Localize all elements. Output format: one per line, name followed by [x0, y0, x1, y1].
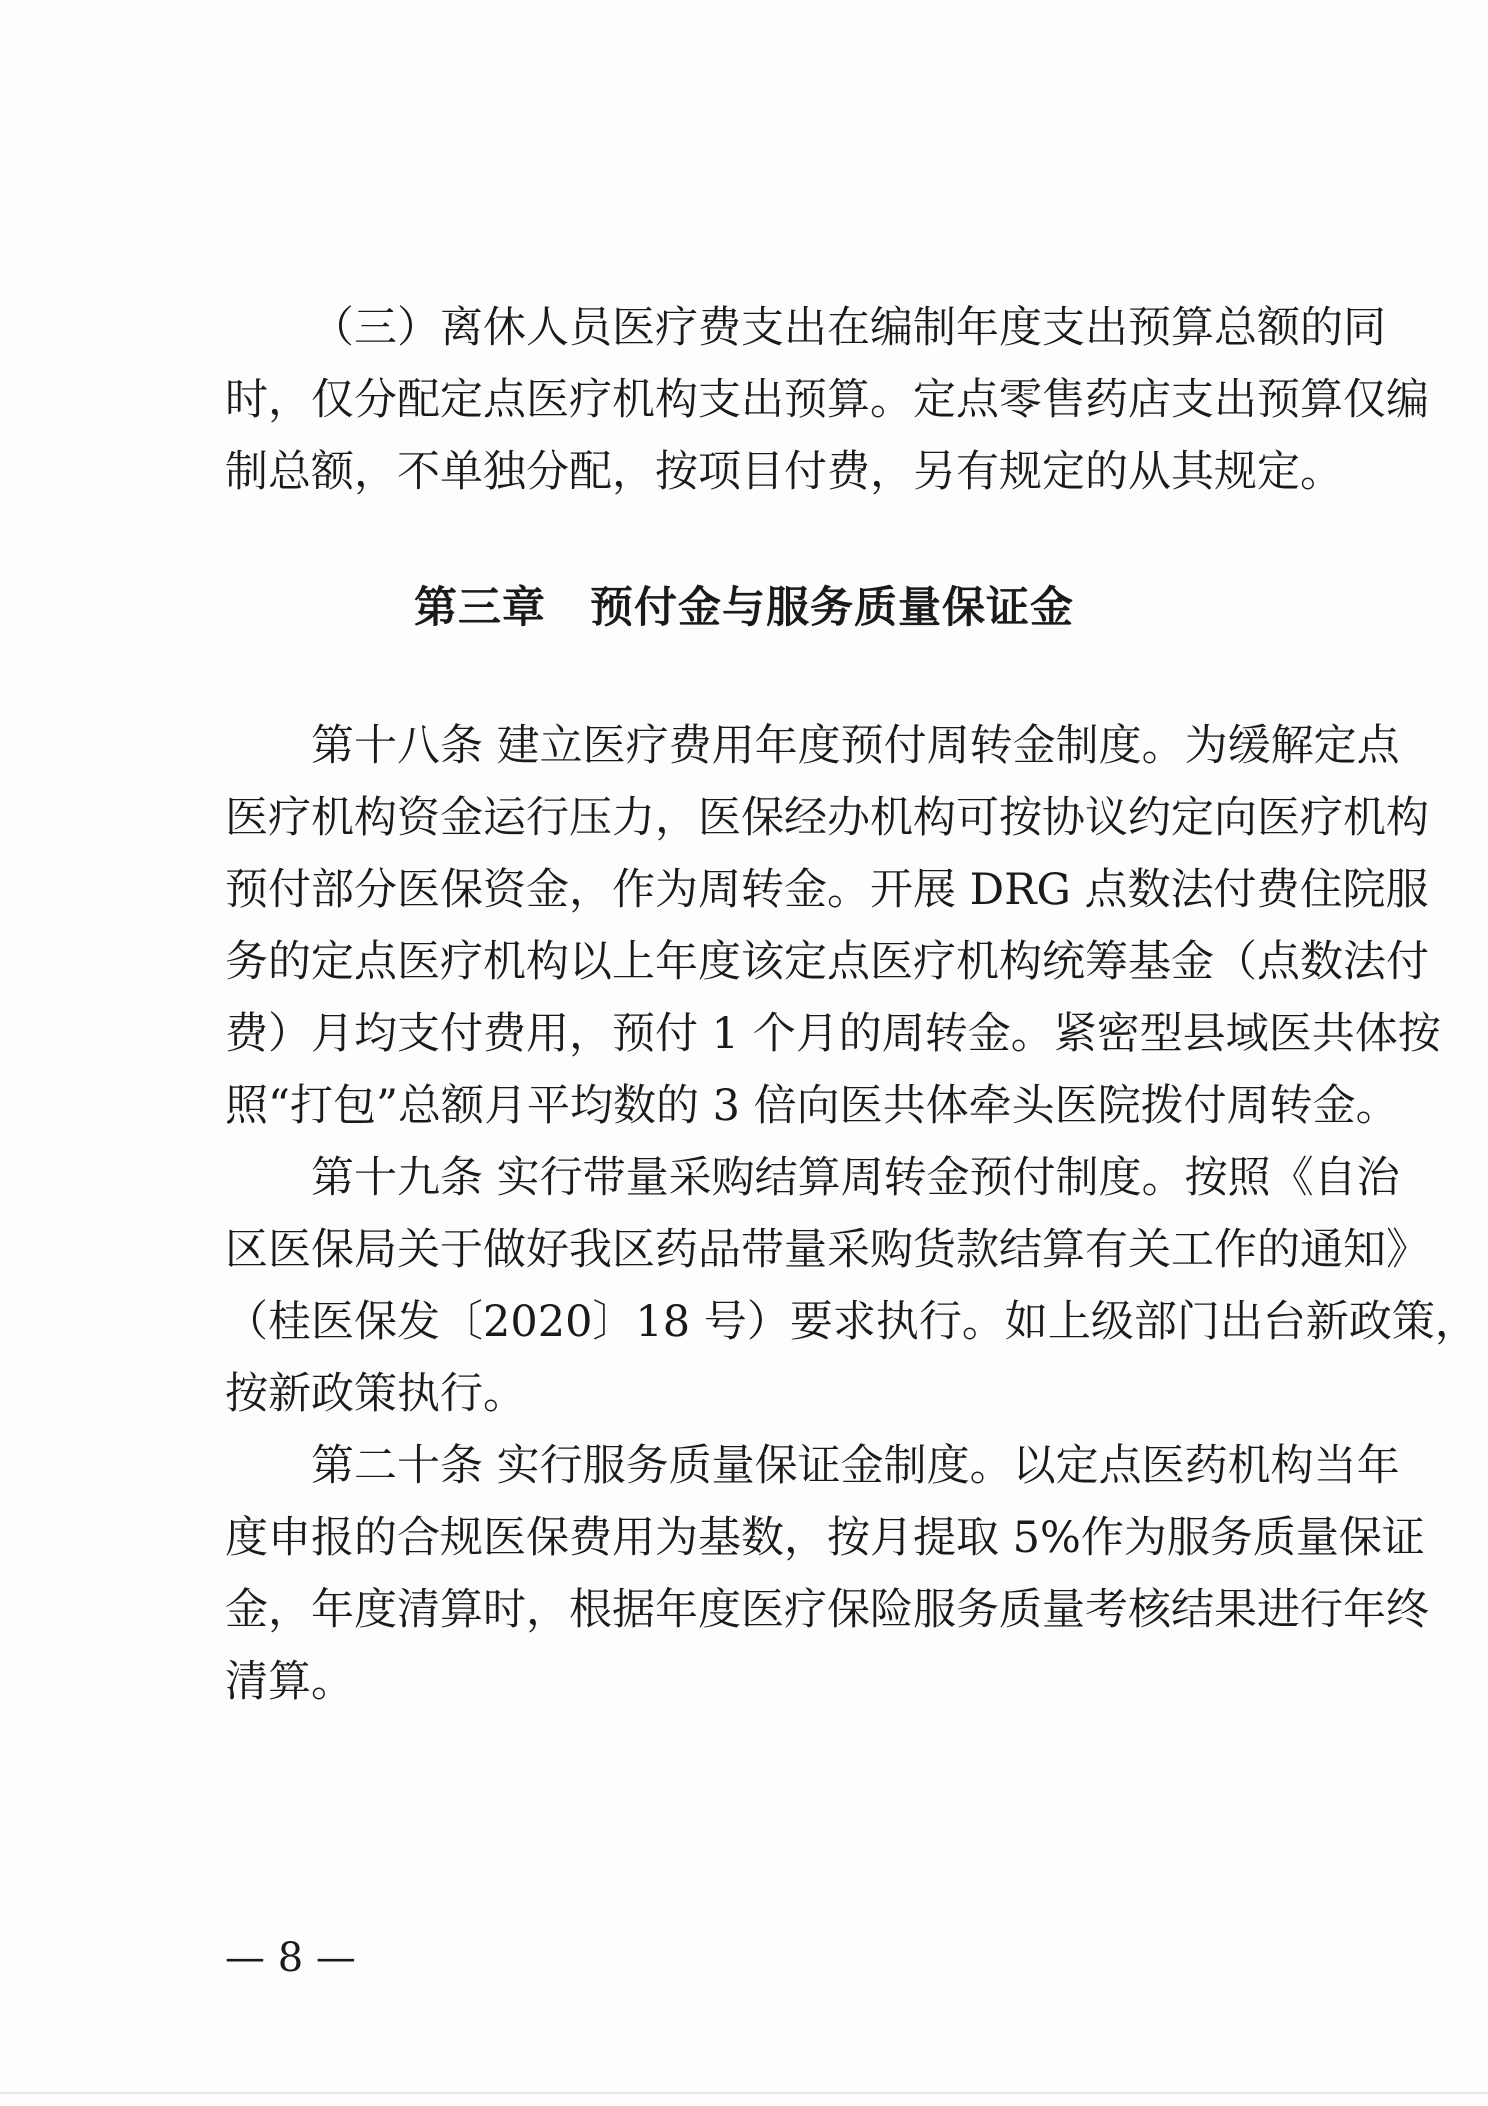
article-20-line-3: 金，年度清算时，根据年度医疗保险服务质量考核结果进行年终	[225, 1585, 1429, 1635]
paragraph-1-line-2: 时，仅分配定点医疗机构支出预算。定点零售药店支出预算仅编	[225, 375, 1429, 425]
article-18-line-5: 费）月均支付费用，预付 1 个月的周转金。紧密型县域医共体按	[225, 1009, 1441, 1059]
article-20-line-2: 度申报的合规医保费用为基数，按月提取 5%作为服务质量保证	[225, 1513, 1425, 1563]
article-18-line-6: 照“打包”总额月平均数的 3 倍向医共体牵头医院拨付周转金。	[225, 1081, 1399, 1131]
article-20-line-4: 清算。	[225, 1657, 354, 1707]
article-19-line-2: 区医保局关于做好我区药品带量采购货款结算有关工作的通知》	[225, 1225, 1429, 1275]
scan-edge-divider	[0, 2092, 1488, 2094]
paragraph-1-line-1: （三）离休人员医疗费支出在编制年度支出预算总额的同	[311, 303, 1386, 353]
article-19-line-1: 第十九条 实行带量采购结算周转金预付制度。按照《自治	[311, 1153, 1400, 1203]
article-20-line-1: 第二十条 实行服务质量保证金制度。以定点医药机构当年	[311, 1441, 1400, 1491]
article-18-line-3: 预付部分医保资金，作为周转金。开展 DRG 点数法付费住院服	[225, 865, 1429, 915]
article-19-line-3: （桂医保发〔2020〕18 号）要求执行。如上级部门出台新政策，	[225, 1297, 1478, 1347]
page-number: — 8 —	[225, 1935, 356, 1981]
article-18-line-4: 务的定点医疗机构以上年度该定点医疗机构统筹基金（点数法付	[225, 937, 1429, 987]
paragraph-1-line-3: 制总额，不单独分配，按项目付费，另有规定的从其规定。	[225, 447, 1343, 497]
article-19-line-4: 按新政策执行。	[225, 1369, 526, 1419]
article-18-line-1: 第十八条 建立医疗费用年度预付周转金制度。为缓解定点	[311, 721, 1400, 771]
chapter-title: 第三章 预付金与服务质量保证金	[414, 583, 1074, 633]
article-18-line-2: 医疗机构资金运行压力，医保经办机构可按协议约定向医疗机构	[225, 793, 1429, 843]
